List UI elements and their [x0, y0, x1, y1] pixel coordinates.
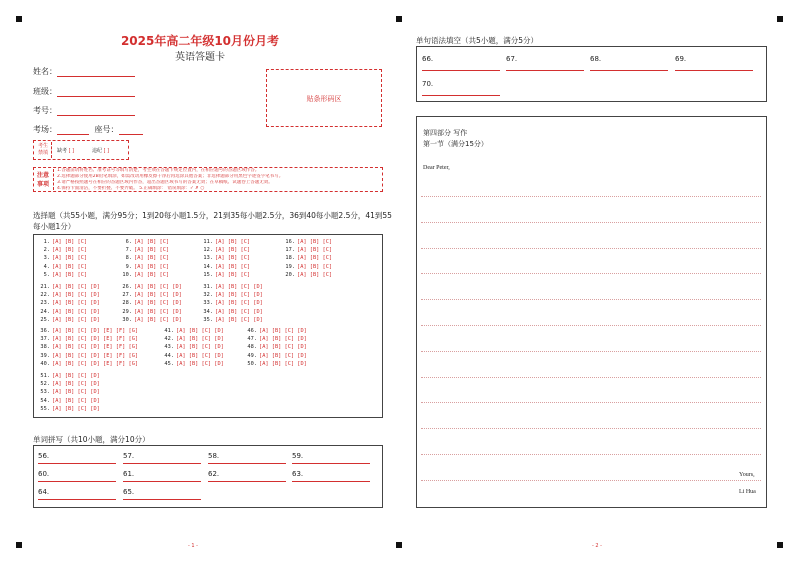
choice-question-24[interactable] — [38, 309, 100, 315]
choice-question-39[interactable] — [38, 353, 138, 359]
registration-mark — [777, 16, 783, 22]
letter-signature: Li Hua — [739, 489, 756, 495]
choice-question-35[interactable] — [201, 317, 263, 323]
choice-question-29[interactable] — [120, 309, 182, 315]
status-label-line1: 考生 — [37, 143, 48, 149]
exam-number-field[interactable] — [33, 105, 135, 116]
choice-question-13[interactable] — [201, 255, 250, 261]
answer-options[interactable]: [A] [B] [C] — [134, 255, 170, 262]
violation-checkbox[interactable] — [92, 147, 109, 154]
writing-line[interactable] — [421, 248, 761, 249]
writing-line[interactable] — [421, 351, 761, 352]
choice-question-51[interactable] — [38, 373, 100, 379]
choice-section-title: 选择题（共55小题，满分95分；1到20每小题1.5分，21到35每小题2.5分，36到40每小题2.5分，41到55 — [33, 211, 392, 220]
choice-question-2[interactable] — [38, 247, 87, 253]
answer-options[interactable]: [A] [B] [C] [D] — [259, 344, 307, 351]
question-number: 35. — [203, 316, 213, 323]
registration-mark — [777, 542, 783, 548]
choice-question-7[interactable] — [120, 247, 169, 253]
answer-options[interactable]: [A] [B] [C] [D] — [259, 352, 307, 359]
choice-question-47[interactable] — [245, 336, 307, 342]
choice-question-31[interactable] — [201, 284, 263, 290]
spelling-number: 58. — [208, 452, 220, 460]
choice-question-20[interactable] — [283, 272, 332, 278]
spelling-answer-line[interactable] — [38, 499, 116, 500]
writing-part-title: 第四部分 写作 — [423, 129, 468, 137]
question-number: 22. — [40, 292, 50, 299]
spelling-answer-line[interactable] — [292, 481, 370, 482]
answer-options[interactable]: [A] [B] [C] [D] — [52, 373, 100, 379]
choice-question-8[interactable] — [120, 255, 169, 261]
question-number: 37. — [40, 336, 50, 343]
grammar-number: 68. — [590, 55, 602, 63]
choice-question-25[interactable] — [38, 317, 100, 323]
writing-line[interactable] — [421, 377, 761, 378]
grammar-number: 70. — [422, 80, 434, 88]
spelling-answer-line[interactable] — [38, 481, 116, 482]
grammar-answer-box — [416, 46, 767, 102]
class-label: 班级： — [33, 87, 57, 96]
question-number: 18. — [285, 255, 295, 262]
room-label: 考场： — [33, 125, 57, 134]
answer-options[interactable]: [A] [B] [C] — [52, 247, 88, 254]
answer-options[interactable]: [A] [B] [C] — [134, 271, 170, 278]
choice-question-30[interactable] — [120, 317, 182, 323]
choice-question-48[interactable] — [245, 344, 307, 350]
question-number: 28. — [122, 300, 132, 307]
question-number: 17. — [285, 247, 295, 254]
choice-answer-box — [33, 234, 383, 418]
question-number: 50. — [247, 360, 257, 367]
grammar-number: 69. — [675, 55, 687, 63]
question-number: 52. — [40, 381, 50, 388]
choice-question-15[interactable] — [201, 272, 250, 278]
answer-options[interactable]: [A] [B] [C] — [215, 239, 251, 245]
answer-options[interactable]: [A] [B] [C] [D] — [259, 336, 307, 343]
notice-line: 2.选择题部分使用2B铅笔填涂，如需改动用橡皮擦干净后再选涂其他答案；非选择题部分用黑色字迹签字笔书写。 — [57, 174, 284, 179]
choice-question-38[interactable] — [38, 344, 138, 350]
notice-line: 1.答题前请将姓名、准考证号等填写清楚，考生须在答题卡规定位置内，在相应题号的答题区域作答。 — [57, 168, 260, 173]
answer-options[interactable]: [A] [B] [C] [D] — [176, 328, 224, 334]
choice-question-21[interactable] — [38, 284, 100, 290]
letter-closing: Yours, — [739, 472, 755, 478]
question-number: 23. — [40, 300, 50, 307]
grammar-answer-line[interactable] — [422, 95, 500, 96]
choice-question-49[interactable] — [245, 353, 307, 359]
choice-question-36[interactable] — [38, 328, 138, 334]
question-number: 47. — [247, 336, 257, 343]
answer-options[interactable]: [A] [B] [C] — [215, 247, 251, 254]
spelling-number: 56. — [38, 452, 50, 460]
spelling-number: 63. — [292, 470, 304, 478]
question-number: 26. — [122, 284, 132, 290]
choice-question-55[interactable] — [38, 406, 100, 412]
choice-question-44[interactable] — [162, 353, 224, 359]
choice-question-54[interactable] — [38, 398, 100, 404]
question-number: 31. — [203, 284, 213, 290]
choice-question-14[interactable] — [201, 264, 250, 270]
notice-label-line1: 注意 — [37, 172, 50, 179]
answer-options[interactable]: [A] [B] [C] [D] [E] [F] [G] — [52, 336, 139, 343]
choice-question-19[interactable] — [283, 264, 332, 270]
answer-options[interactable]: [A] [B] [C] [D] — [52, 308, 100, 315]
question-number: 14. — [203, 263, 213, 270]
choice-question-11[interactable] — [201, 239, 250, 245]
question-number: 48. — [247, 344, 257, 351]
spelling-answer-line[interactable] — [123, 481, 201, 482]
question-number: 1. — [43, 239, 50, 245]
question-number: 27. — [122, 292, 132, 299]
question-number: 45. — [164, 360, 174, 367]
page-number: - 2 - — [592, 543, 602, 549]
notice-line: 4.保持卡面清洁，不要折叠、不要弄破。 5.正确填涂： 错误填涂：✓ ✗ ○ — [57, 186, 205, 191]
answer-options[interactable]: [A] [B] [C] — [52, 271, 88, 278]
writing-line[interactable] — [421, 196, 761, 197]
question-number: 30. — [122, 316, 132, 323]
grammar-answer-line[interactable] — [422, 70, 500, 71]
choice-question-12[interactable] — [201, 247, 250, 253]
question-number: 20. — [285, 271, 295, 278]
writing-line[interactable] — [421, 402, 761, 403]
answer-options[interactable]: [A] [B] [C] — [52, 239, 88, 245]
question-number: 29. — [122, 308, 132, 315]
grammar-answer-line[interactable] — [675, 70, 753, 71]
choice-question-52[interactable] — [38, 381, 100, 387]
answer-options[interactable]: [A] [B] [C] — [297, 247, 333, 254]
choice-question-37[interactable] — [38, 336, 138, 342]
choice-question-17[interactable] — [283, 247, 332, 253]
room-seat-field[interactable] — [33, 124, 143, 135]
absent-label: 缺考 — [57, 148, 68, 154]
question-number: 44. — [164, 352, 174, 359]
choice-question-28[interactable] — [120, 300, 182, 306]
question-number: 2. — [43, 247, 50, 254]
name-label: 姓名： — [33, 67, 57, 76]
question-number: 34. — [203, 308, 213, 315]
page-title: 2025年高二年级10月份月考 — [120, 34, 280, 48]
writing-line[interactable] — [421, 299, 761, 300]
answer-options[interactable]: [A] [B] [C] [D] — [52, 405, 100, 412]
answer-options[interactable]: [A] [B] [C] [D] — [52, 389, 100, 396]
answer-options[interactable]: [A] [B] [C] — [52, 263, 88, 270]
answer-options[interactable]: [A] [B] [C] — [52, 255, 88, 262]
class-field[interactable] — [33, 86, 135, 97]
question-number: 39. — [40, 352, 50, 359]
writing-line[interactable] — [421, 222, 761, 223]
answer-options[interactable]: [A] [B] [C] [D] — [176, 360, 224, 367]
grammar-number: 67. — [506, 55, 518, 63]
spelling-answer-line[interactable] — [208, 463, 286, 464]
answer-options[interactable]: [A] [B] [C] [D] [E] [F] [G] — [52, 360, 139, 367]
name-field[interactable] — [33, 66, 135, 77]
answer-options[interactable]: [A] [B] [C] [D] — [52, 284, 100, 290]
answer-options[interactable]: [A] [B] [C] [D] — [52, 292, 100, 299]
question-number: 19. — [285, 263, 295, 270]
choice-question-22[interactable] — [38, 292, 100, 298]
spelling-answer-line[interactable] — [123, 499, 201, 500]
question-number: 32. — [203, 292, 213, 299]
choice-question-32[interactable] — [201, 292, 263, 298]
choice-question-33[interactable] — [201, 300, 263, 306]
page-number: - 1 - — [188, 543, 198, 549]
answer-options[interactable]: [A] [B] [C] [D] — [52, 397, 100, 404]
question-number: 33. — [203, 300, 213, 307]
choice-question-18[interactable] — [283, 255, 332, 261]
grammar-section-title: 单句语法填空（共5小题，满分5分） — [416, 36, 539, 45]
choice-question-9[interactable] — [120, 264, 169, 270]
writing-answer-box — [416, 116, 767, 508]
answer-options[interactable]: [A] [B] [C] — [297, 271, 333, 278]
choice-question-26[interactable] — [120, 284, 182, 290]
question-number: 9. — [125, 263, 132, 270]
spelling-number: 60. — [38, 470, 50, 478]
spelling-answer-line[interactable] — [292, 463, 370, 464]
answer-options[interactable]: [A] [B] [C] [D] — [176, 336, 224, 343]
question-number: 42. — [164, 336, 174, 343]
question-number: 16. — [285, 239, 295, 245]
answer-options[interactable]: [A] [B] [C] [D] — [176, 352, 224, 359]
answer-options[interactable]: [A] [B] [C] [D] — [134, 284, 182, 290]
barcode-area — [266, 69, 382, 127]
answer-options[interactable]: [A] [B] [C] [D] — [52, 316, 100, 323]
answer-options[interactable]: [A] [B] [C] [D] — [215, 308, 263, 315]
question-number: 40. — [40, 360, 50, 367]
question-number: 43. — [164, 344, 174, 351]
answer-options[interactable]: [A] [B] [C] [D] [E] [F] [G] — [52, 344, 139, 351]
writing-line[interactable] — [421, 480, 761, 481]
choice-question-10[interactable] — [120, 272, 169, 278]
question-number: 41. — [164, 328, 174, 334]
spelling-number: 64. — [38, 488, 50, 496]
answer-options[interactable]: [A] [B] [C] [D] — [259, 328, 307, 334]
choice-question-42[interactable] — [162, 336, 224, 342]
question-number: 46. — [247, 328, 257, 334]
violation-bracket: [ ] — [103, 148, 110, 154]
choice-question-16[interactable] — [283, 239, 332, 245]
spelling-answer-line[interactable] — [38, 463, 116, 464]
question-number: 8. — [125, 255, 132, 262]
writing-section-title: 第一节（满分15分） — [423, 140, 488, 148]
writing-line[interactable] — [421, 325, 761, 326]
registration-mark — [16, 542, 22, 548]
writing-line[interactable] — [421, 273, 761, 274]
question-number: 5. — [43, 271, 50, 278]
candidate-status-box — [33, 140, 129, 160]
answer-options[interactable]: [A] [B] [C] — [297, 255, 333, 262]
answer-options[interactable]: [A] [B] [C] — [134, 239, 170, 245]
question-number: 21. — [40, 284, 50, 290]
answer-options[interactable]: [A] [B] [C] [D] — [215, 316, 263, 323]
question-number: 38. — [40, 344, 50, 351]
answer-options[interactable]: [A] [B] [C] — [134, 263, 170, 270]
choice-question-46[interactable] — [245, 328, 307, 334]
notice-box — [33, 167, 383, 192]
choice-section-title-cont: 每小题1分） — [33, 222, 76, 231]
question-number: 53. — [40, 389, 50, 396]
question-number: 13. — [203, 255, 213, 262]
spelling-answer-box — [33, 445, 383, 508]
answer-options[interactable]: [A] [B] [C] [D] — [134, 316, 182, 323]
choice-question-41[interactable] — [162, 328, 224, 334]
question-number: 24. — [40, 308, 50, 315]
grammar-answer-line[interactable] — [590, 70, 668, 71]
registration-mark — [396, 542, 402, 548]
answer-options[interactable]: [A] [B] [C] [D] — [259, 360, 307, 367]
answer-options[interactable]: [A] [B] [C] [D] — [215, 292, 263, 299]
spelling-answer-line[interactable] — [123, 463, 201, 464]
choice-question-34[interactable] — [201, 309, 263, 315]
grammar-number: 66. — [422, 55, 434, 63]
answer-options[interactable]: [A] [B] [C] — [297, 239, 333, 245]
answer-options[interactable]: [A] [B] [C] [D] — [52, 381, 100, 388]
answer-options[interactable]: [A] [B] [C] [D] [E] [F] [G] — [52, 352, 139, 359]
question-number: 11. — [203, 239, 213, 245]
question-number: 49. — [247, 352, 257, 359]
question-number: 15. — [203, 271, 213, 278]
page-subtitle: 英语答题卡 — [175, 52, 225, 63]
answer-options[interactable]: [A] [B] [C] [D] — [134, 300, 182, 307]
writing-line[interactable] — [421, 454, 761, 455]
question-number: 55. — [40, 405, 50, 412]
choice-question-50[interactable] — [245, 361, 307, 367]
absent-bracket: [ ] — [68, 148, 75, 154]
question-number: 36. — [40, 328, 50, 334]
choice-question-1[interactable] — [38, 239, 87, 245]
choice-question-6[interactable] — [120, 239, 169, 245]
answer-options[interactable]: [A] [B] [C] — [215, 263, 251, 270]
answer-options[interactable]: [A] [B] [C] [D] — [215, 284, 263, 290]
choice-question-27[interactable] — [120, 292, 182, 298]
question-number: 3. — [43, 255, 50, 262]
spelling-number: 65. — [123, 488, 135, 496]
choice-question-43[interactable] — [162, 344, 224, 350]
question-number: 12. — [203, 247, 213, 254]
registration-mark — [396, 16, 402, 22]
choice-question-40[interactable] — [38, 361, 138, 367]
choice-question-23[interactable] — [38, 300, 100, 306]
answer-options[interactable]: [A] [B] [C] [D] — [134, 308, 182, 315]
seat-label: 座号： — [94, 125, 119, 134]
choice-question-5[interactable] — [38, 272, 87, 278]
choice-question-3[interactable] — [38, 255, 87, 261]
spelling-section-title: 单词拼写（共10小题，满分10分） — [33, 435, 150, 444]
question-number: 51. — [40, 373, 50, 379]
violation-label: 违纪 — [92, 148, 103, 154]
answer-options[interactable]: [A] [B] [C] — [215, 271, 251, 278]
spelling-number: 61. — [123, 470, 135, 478]
registration-mark — [16, 16, 22, 22]
question-number: 25. — [40, 316, 50, 323]
answer-options[interactable]: [A] [B] [C] — [297, 263, 333, 270]
grammar-answer-line[interactable] — [506, 70, 584, 71]
spelling-number: 59. — [292, 452, 304, 460]
question-number: 7. — [125, 247, 132, 254]
spelling-number: 57. — [123, 452, 135, 460]
notice-label-line2: 事项 — [37, 181, 50, 188]
question-number: 6. — [125, 239, 132, 245]
question-number: 54. — [40, 397, 50, 404]
answer-options[interactable]: [A] [B] [C] [D] — [134, 292, 182, 299]
answer-options[interactable]: [A] [B] [C] — [134, 247, 170, 254]
absent-checkbox[interactable] — [57, 147, 74, 154]
answer-options[interactable]: [A] [B] [C] — [215, 255, 251, 262]
writing-line[interactable] — [421, 428, 761, 429]
question-number: 4. — [43, 263, 50, 270]
answer-options[interactable]: [A] [B] [C] [D] [E] [F] [G] — [52, 328, 139, 334]
choice-question-45[interactable] — [162, 361, 224, 367]
spelling-number: 62. — [208, 470, 220, 478]
answer-options[interactable]: [A] [B] [C] [D] — [176, 344, 224, 351]
status-label-line2: 禁填 — [37, 150, 48, 156]
barcode-label: 贴条形码区 — [306, 95, 342, 103]
question-number: 10. — [122, 271, 132, 278]
letter-greeting: Dear Peter, — [423, 165, 450, 171]
exam-number-label: 考号： — [33, 106, 57, 115]
choice-question-4[interactable] — [38, 264, 87, 270]
notice-line: 3.请严格按照题号在相应的答题区域内作答，超出答题区域书写的答案无效；在草稿纸、试题卷上答题无效。 — [57, 180, 273, 185]
spelling-answer-line[interactable] — [208, 481, 286, 482]
answer-options[interactable]: [A] [B] [C] [D] — [52, 300, 100, 307]
answer-options[interactable]: [A] [B] [C] [D] — [215, 300, 263, 307]
choice-question-53[interactable] — [38, 389, 100, 395]
